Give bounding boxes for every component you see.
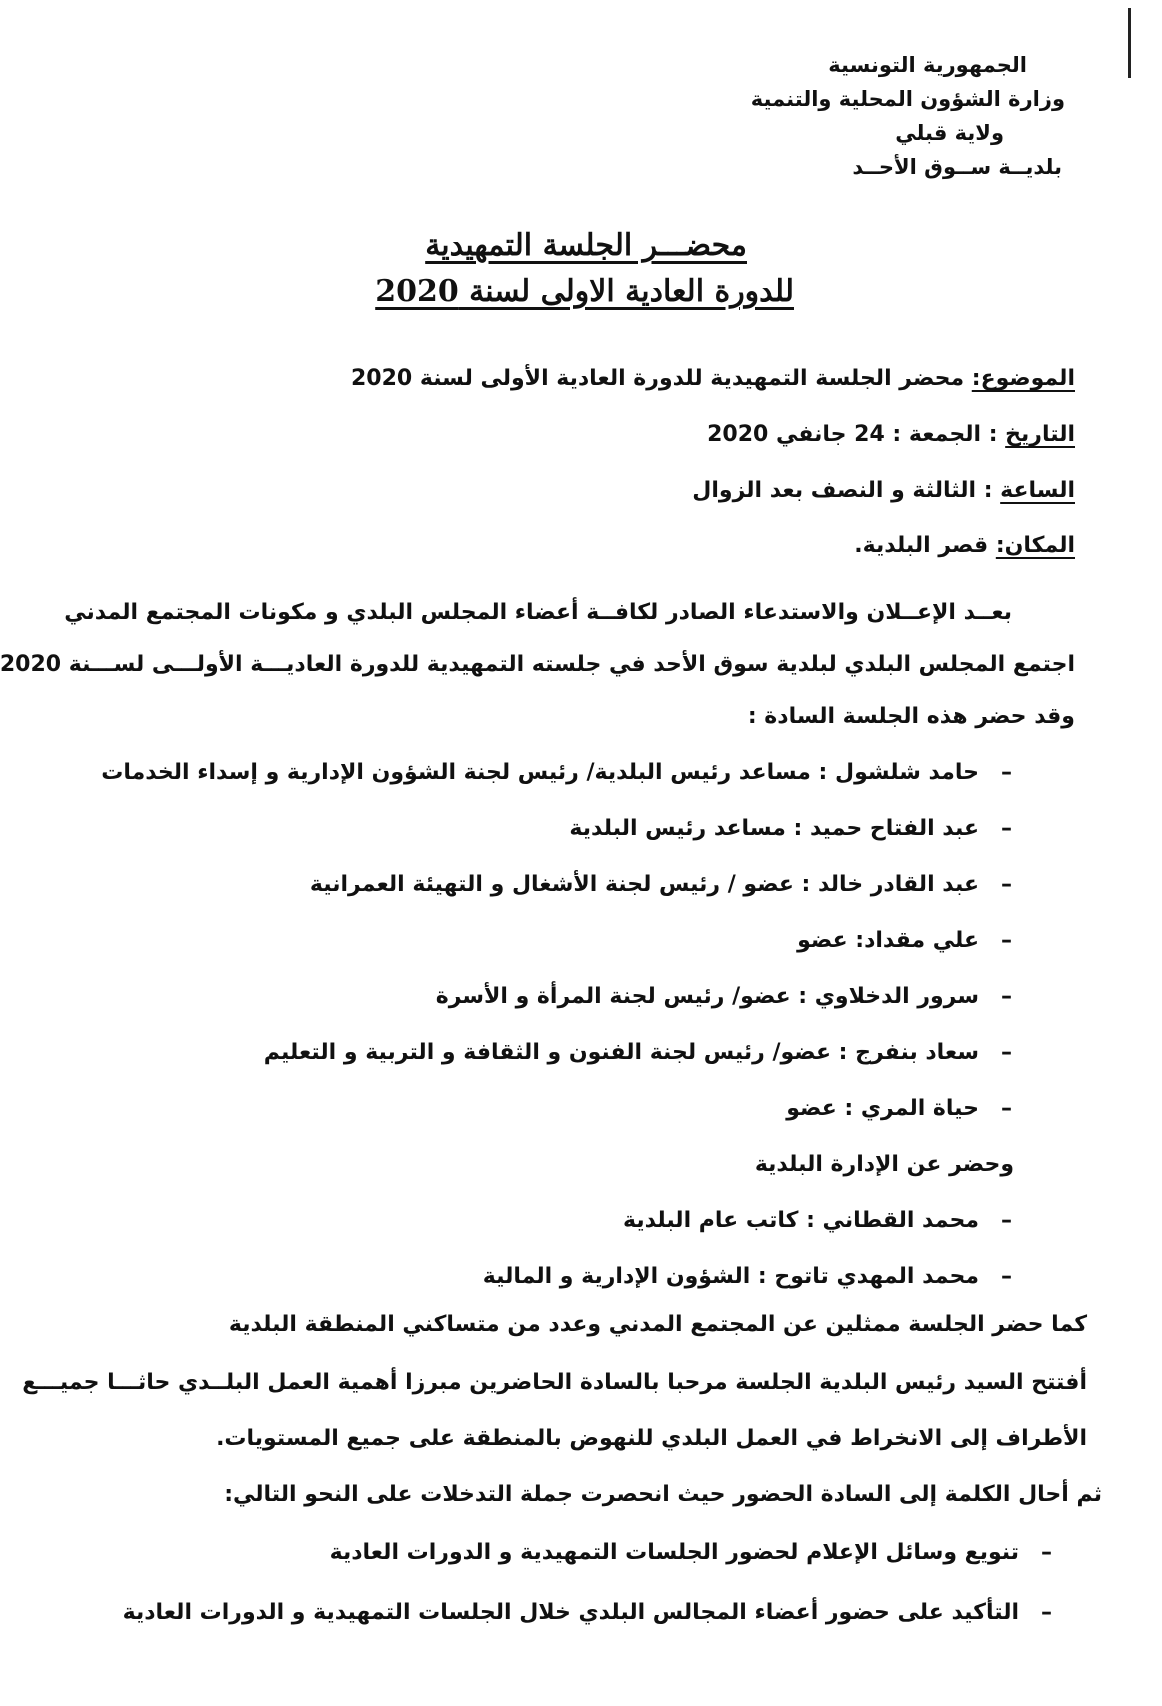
intervention-item: –التأكيد على حضور أعضاء المجالس البلدي خلال الجلسات التمهيدية و الدورات العادية: [122, 1600, 1052, 1625]
attendee-item: –عبد القادر خالد : عضو / رئيس لجنة الأشغال و التهيئة العمرانية: [309, 872, 1012, 897]
intro-line2: اجتمع المجلس البلدي لبلدية سوق الأحد في جلسته التمهيدية للدورة العاديـــة الأولـــى لســـنة 2020: [0, 652, 1075, 677]
subject-line: [351, 364, 1075, 394]
attendee-item: –عبد الفتاح حميد : مساعد رئيس البلدية: [569, 816, 1012, 841]
place-value: قصر البلدية.: [854, 533, 996, 558]
admin-heading: وحضر عن الإدارة البلدية: [754, 1152, 1014, 1177]
title-line2: للدورة العادية الاولى لسنة 2020: [375, 274, 794, 309]
time-label: الساعة: [1000, 478, 1075, 503]
attendee-item: –حياة المري : عضو: [786, 1096, 1012, 1121]
intro-line3: وقد حضر هذه الجلسة السادة :: [747, 704, 1075, 729]
place-line: [854, 531, 1075, 561]
intervention-item: –تنويع وسائل الإعلام لحضور الجلسات التمهيدية و الدورات العادية: [329, 1540, 1052, 1565]
header-republic: الجمهورية التونسية: [828, 53, 1027, 77]
closing-line2: أفتتح السيد رئيس البلدية الجلسة مرحبا بالسادة الحاضرين مبرزا أهمية العمل البلــدي حاثـــا جميـــع: [22, 1370, 1087, 1395]
admin-item: –محمد القطاني : كاتب عام البلدية: [623, 1208, 1012, 1233]
attendee-item: –علي مقداد: عضو: [797, 928, 1012, 953]
admin-item: –محمد المهدي تاتوح : الشؤون الإدارية و المالية: [482, 1264, 1012, 1289]
attendee-item: –سعاد بنفرج : عضو/ رئيس لجنة الفنون و الثقافة و التربية و التعليم: [263, 1040, 1012, 1065]
closing-line1: كما حضر الجلسة ممثلين عن المجتمع المدني وعدد من متساكني المنطقة البلدية: [228, 1312, 1087, 1337]
subject-value: محضر الجلسة التمهيدية للدورة العادية الأولى لسنة 2020: [350, 366, 972, 391]
attendee-item: –حامد شلشول : مساعد رئيس البلدية/ رئيس لجنة الشؤون الإدارية و إسداء الخدمات: [101, 760, 1012, 785]
date-line: [707, 420, 1075, 450]
subject-label: الموضوع:: [971, 366, 1075, 391]
header-municipality: بلديــة ســوق الأحــد: [852, 155, 1062, 179]
header-governorate: ولاية قبلي: [895, 121, 1004, 145]
header-ministry: وزارة الشؤون المحلية والتنمية: [750, 87, 1065, 111]
time-line: [692, 476, 1075, 506]
intro-line1: بعــد الإعــلان والاستدعاء الصادر لكافــة أعضاء المجلس البلدي و مكونات المجتمع المدني: [64, 600, 1012, 625]
time-value: : الثالثة و النصف بعد الزوال: [692, 478, 1001, 503]
title-line1: محضـــر الجلسة التمهيدية: [425, 228, 747, 263]
closing-line4: ثم أحال الكلمة إلى السادة الحضور حيث انحصرت جملة التدخلات على النحو التالي:: [224, 1482, 1102, 1507]
place-label: المكان:: [995, 533, 1075, 558]
scan-edge-mark: [1128, 8, 1131, 78]
attendee-item: –سرور الدخلاوي : عضو/ رئيس لجنة المرأة و الأسرة: [435, 984, 1012, 1009]
date-value: : الجمعة : 24 جانفي 2020: [707, 422, 1006, 447]
closing-line3: الأطراف إلى الانخراط في العمل البلدي للنهوض بالمنطقة على جميع المستويات.: [216, 1426, 1087, 1451]
date-label: التاريخ: [1005, 422, 1075, 447]
